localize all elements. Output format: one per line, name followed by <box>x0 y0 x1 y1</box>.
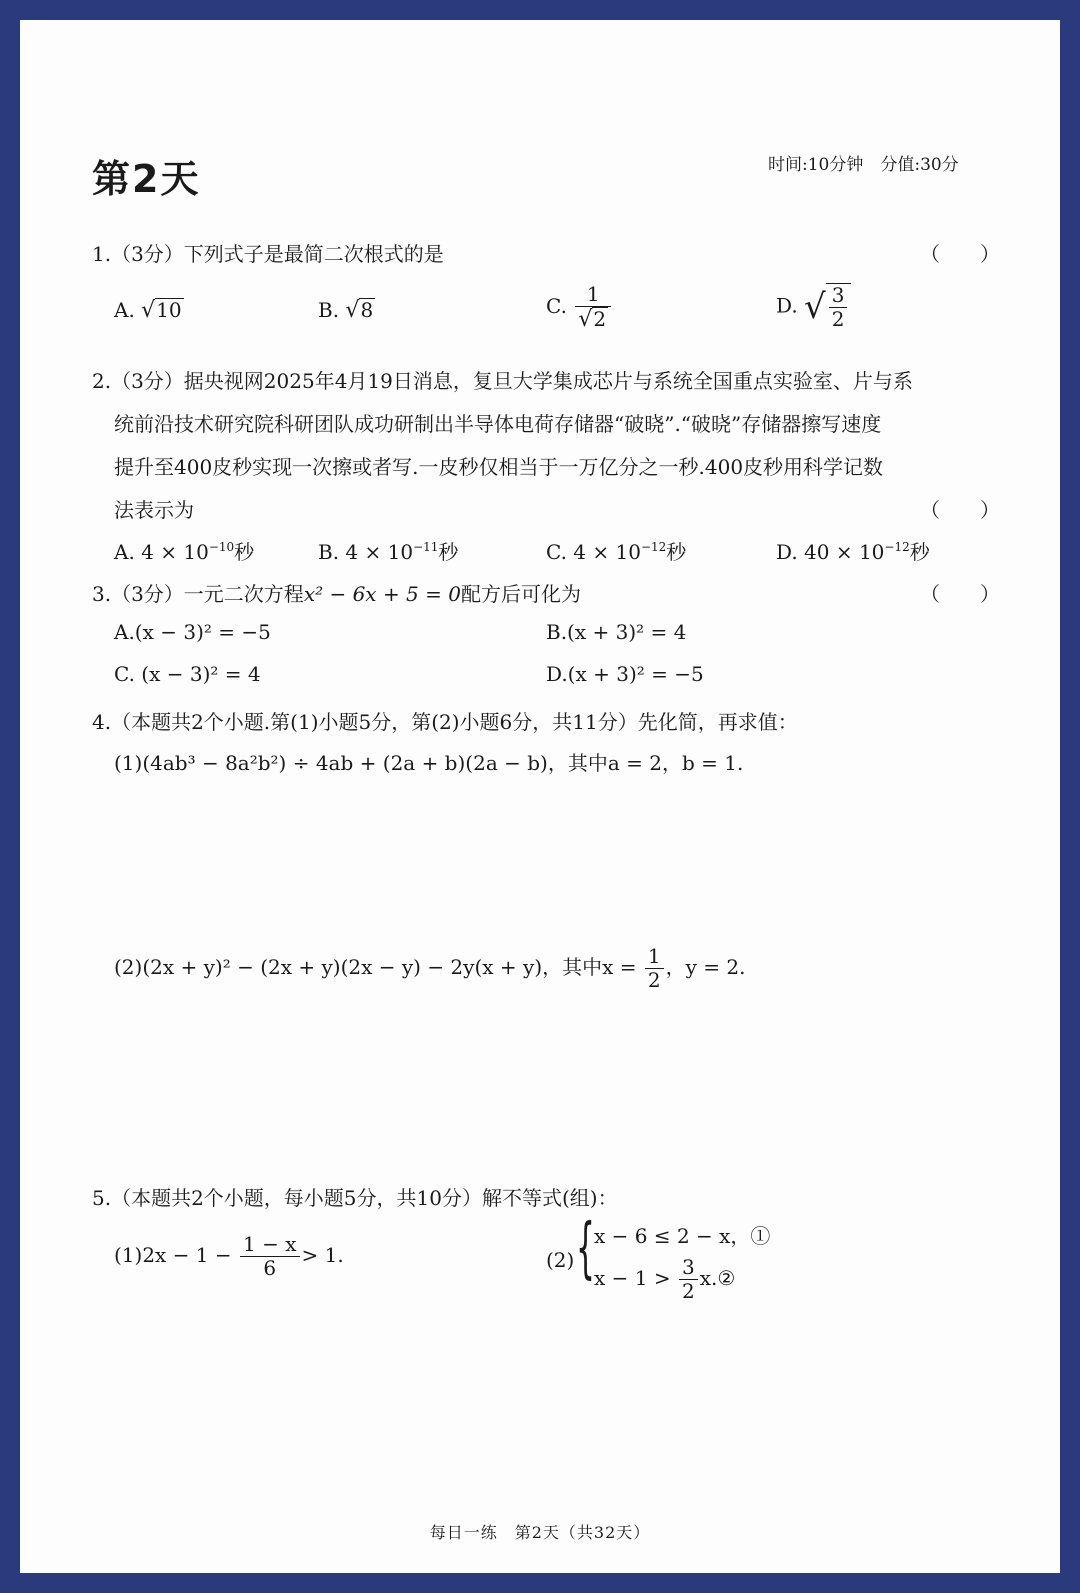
q5-part-2-denominator: 2 <box>681 1279 695 1303</box>
q1-stem: 1.（3分）下列式子是最简二次根式的是 <box>92 242 444 266</box>
q5-part-2-inequality-1: x − 6 ≤ 2 − x，① <box>594 1224 771 1248</box>
page-title: 第2天 <box>92 157 201 201</box>
q5-system-brace: { <box>576 1209 595 1286</box>
q1-option-c-numerator: 1 <box>575 283 611 307</box>
q5-part-1: (1)2x − 1 − $\frac{1 - x}{6}$ > 1. <box>114 1232 344 1280</box>
q5-part-2-inequality-2: x − 1 > $\frac{3}{2}$ x.② <box>594 1255 736 1303</box>
q5-part-2-label: (2) <box>546 1248 575 1272</box>
q1-option-d-denominator: 2 <box>831 307 845 331</box>
q1-option-c: C. $\frac{1}{√2}$ <box>546 283 613 332</box>
q3-option-b: B.(x + 3)² = 4 <box>546 620 687 644</box>
q3-option-c: C. (x − 3)² = 4 <box>114 662 261 686</box>
q1-option-a-radicand: 10 <box>156 298 182 322</box>
q3-answer-paren: （ ） <box>920 582 1000 606</box>
exam-page <box>20 20 1060 1573</box>
q1-option-c-radicand: 2 <box>593 307 607 331</box>
q3-equation: x² − 6x + 5 = 0 <box>303 582 461 606</box>
q5-part-1-numerator: 1 − x <box>240 1233 299 1257</box>
q4-stem: 4.（本题共2个小题.第(1)小题5分，第(2)小题6分，共11分）先化简，再求值： <box>92 710 798 734</box>
q2-option-a: A. $4 \times 10^{-10}$秒 <box>114 540 255 564</box>
q1-option-a: A. √10 <box>114 298 182 323</box>
q3-stem: 3.（3分）一元二次方程x² − 6x + 5 = 0配方后可化为 <box>92 582 581 606</box>
q4-part-2: (2)(2x + y)² − (2x + y)(2x − y) − 2y(x + y)，其中x = $\frac{1}{2}$ ，y = 2. <box>114 944 746 992</box>
q2-option-c: C. $4 \times 10^{-12}$秒 <box>546 540 687 564</box>
q2-line-1: 2.（3分）据央视网2025年4月19日消息，复旦大学集成芯片与系统全国重点实验室、片与系 <box>92 369 913 393</box>
q4-part-2-numerator: 1 <box>645 945 664 969</box>
q2-answer-paren: （ ） <box>920 498 1000 522</box>
q5-part-1-denominator: 6 <box>263 1256 277 1280</box>
q2-line-3: 提升至400皮秒实现一次擦或者写.一皮秒仅相当于一万亿分之一秒.400皮秒用科学记数 <box>114 455 884 479</box>
time-score-info: 时间:10分钟 分值:30分 <box>768 155 959 175</box>
q1-option-b: B. √8 <box>318 298 374 323</box>
q1-answer-paren: （ ） <box>920 242 1000 266</box>
q5-stem: 5.（本题共2个小题，每小题5分，共10分）解不等式(组)： <box>92 1186 618 1210</box>
q1-option-d-numerator: 3 <box>829 284 848 308</box>
q2-line-4: 法表示为 <box>114 498 194 522</box>
q2-option-b: B. $4 \times 10^{-11}$秒 <box>318 540 459 564</box>
q5-part-2-numerator: 3 <box>679 1256 698 1280</box>
q3-option-a: A.(x − 3)² = −5 <box>114 620 271 644</box>
q3-option-d: D.(x + 3)² = −5 <box>546 662 704 686</box>
q2-option-d: D. $40 \times 10^{-12}$秒 <box>776 540 930 564</box>
q1-option-d: D. √ $\frac{3}{2}$ <box>776 283 851 331</box>
q1-option-b-radicand: 8 <box>360 298 374 322</box>
q2-line-2: 统前沿技术研究院科研团队成功研制出半导体电荷存储器“破晓”.“破晓”存储器擦写速度 <box>114 412 882 436</box>
q4-part-2-denominator: 2 <box>647 968 661 992</box>
q4-part-1: (1)(4ab³ − 8a²b²) ÷ 4ab + (2a + b)(2a − b)，其中a = 2，b = 1. <box>114 751 744 775</box>
page-footer: 每日一练 第2天（共32天） <box>429 1523 651 1542</box>
